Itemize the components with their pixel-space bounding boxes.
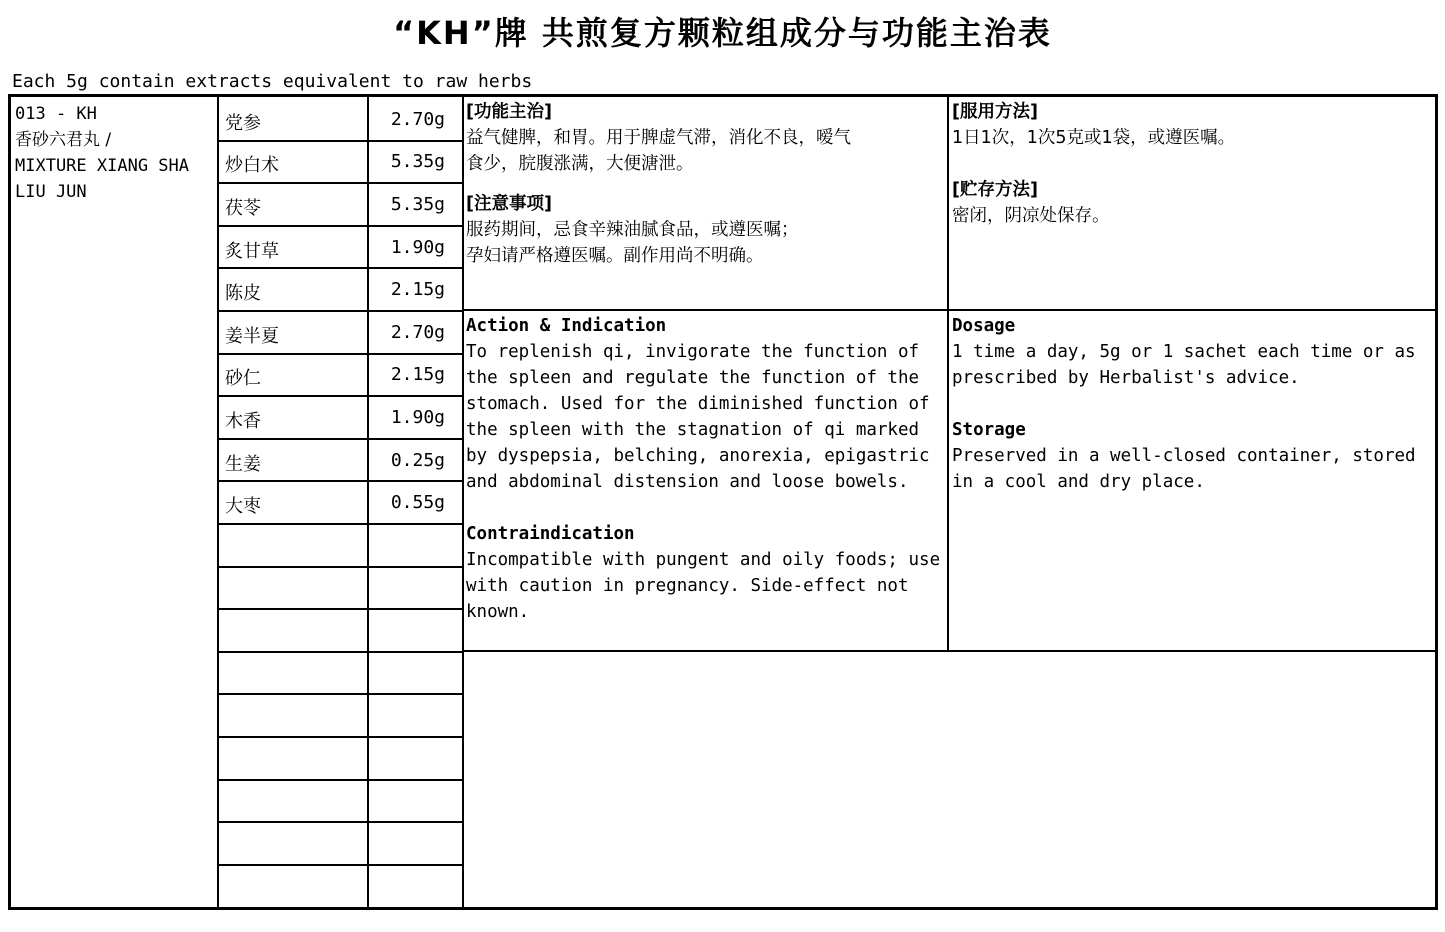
herb-dose: 5.35g	[390, 151, 445, 172]
section-text: 1 time a day, 5g or 1 sachet each time or as	[952, 342, 1416, 362]
herb-row-divider	[217, 693, 463, 695]
product-name-en: MIXTURE XIANG SHA	[15, 156, 189, 176]
herb-row-divider	[217, 821, 463, 823]
subtitle: Each 5g contain extracts equivalent to raw herbs	[12, 71, 533, 92]
herb-name: 大枣	[225, 496, 261, 517]
herb-name: 生姜	[225, 454, 261, 475]
herb-row-divider	[217, 353, 463, 355]
section-text: with caution in pregnancy. Side-effect not	[466, 576, 909, 596]
herb-dose: 0.25g	[390, 450, 445, 471]
section-text: To replenish qi, invigorate the function of	[466, 342, 920, 362]
section-heading: [功能主治]	[466, 102, 552, 122]
divider	[462, 650, 1435, 652]
herb-name: 炙甘草	[225, 241, 279, 262]
section-text: 1日1次，1次5克或1袋，或遵医嘱。	[952, 128, 1236, 148]
herb-row-divider	[217, 182, 463, 184]
formula-table	[8, 94, 1438, 910]
product-name-en: LIU JUN	[15, 182, 87, 202]
herb-row-divider	[217, 438, 463, 440]
section-heading: Contraindication	[466, 524, 635, 544]
section-text: the spleen with the stagnation of qi marked	[466, 420, 920, 440]
section-text: Preserved in a well-closed container, stored	[952, 446, 1416, 466]
herb-row-divider	[217, 566, 463, 568]
herb-dose: 0.55g	[390, 492, 445, 513]
section-text: 孕妇请严格遵医嘱。副作用尚不明确。	[466, 246, 764, 266]
section-text: by dyspepsia, belching, anorexia, epigastric	[466, 446, 930, 466]
section-text: 密闭，阴凉处保存。	[952, 206, 1110, 226]
section-heading: Action & Indication	[466, 316, 667, 336]
herb-dose: 5.35g	[390, 194, 445, 215]
herb-row-divider	[217, 651, 463, 653]
cn-indication-section	[466, 99, 944, 269]
herb-name: 炒白术	[225, 155, 279, 176]
section-text: stomach. Used for the diminished function of	[466, 394, 930, 414]
herb-name: 陈皮	[225, 283, 261, 304]
section-heading: [注意事项]	[466, 194, 552, 214]
herb-row-divider	[217, 608, 463, 610]
section-text: Incompatible with pungent and oily foods; use	[466, 550, 941, 570]
product-info	[15, 101, 215, 205]
herb-row-divider	[217, 736, 463, 738]
herb-name: 木香	[225, 411, 261, 432]
page-title: “KH”牌 共煎复方颗粒组成分与功能主治表	[393, 14, 1052, 52]
herb-row-divider	[217, 140, 463, 142]
section-heading: Dosage	[952, 316, 1016, 336]
herb-row-divider	[217, 480, 463, 482]
product-code: 013 - KH	[15, 104, 97, 124]
en-dosage-section	[952, 313, 1432, 495]
herb-dose: 2.70g	[390, 322, 445, 343]
herb-row-divider	[217, 395, 463, 397]
herb-row-divider	[217, 864, 463, 866]
divider	[462, 309, 1435, 311]
section-text: in a cool and dry place.	[952, 472, 1205, 492]
herb-dose: 1.90g	[390, 237, 445, 258]
herb-name: 茯苓	[225, 198, 261, 219]
section-text: 服药期间，忌食辛辣油腻食品，或遵医嘱；	[466, 220, 799, 240]
section-text: and abdominal distension and loose bowels.	[466, 472, 909, 492]
herb-row-divider	[217, 267, 463, 269]
section-text: 益气健脾，和胃。用于脾虚气滞，消化不良，嗳气	[466, 128, 851, 148]
section-text: known.	[466, 602, 530, 622]
section-text: prescribed by Herbalist's advice.	[952, 368, 1300, 388]
herb-dose: 2.15g	[390, 279, 445, 300]
section-heading: Storage	[952, 420, 1026, 440]
herb-row-divider	[217, 779, 463, 781]
section-heading: [服用方法]	[952, 102, 1038, 122]
cn-dosage-section	[952, 99, 1430, 229]
en-indication-section	[466, 313, 946, 625]
section-text: 食少，脘腹涨满，大便溏泄。	[466, 154, 694, 174]
herb-dose: 1.90g	[390, 407, 445, 428]
divider	[462, 97, 464, 907]
divider	[217, 97, 219, 907]
herb-dose: 2.70g	[390, 109, 445, 130]
herb-name: 姜半夏	[225, 326, 279, 347]
herb-row-divider	[217, 523, 463, 525]
herb-row-divider	[217, 225, 463, 227]
herb-name: 党参	[225, 113, 261, 134]
herb-dose: 2.15g	[390, 364, 445, 385]
product-name-cn: 香砂六君丸 /	[15, 130, 112, 150]
herb-name: 砂仁	[225, 368, 261, 389]
section-heading: [贮存方法]	[952, 180, 1038, 200]
herb-row-divider	[217, 310, 463, 312]
section-text: the spleen and regulate the function of the	[466, 368, 920, 388]
divider	[947, 97, 949, 652]
